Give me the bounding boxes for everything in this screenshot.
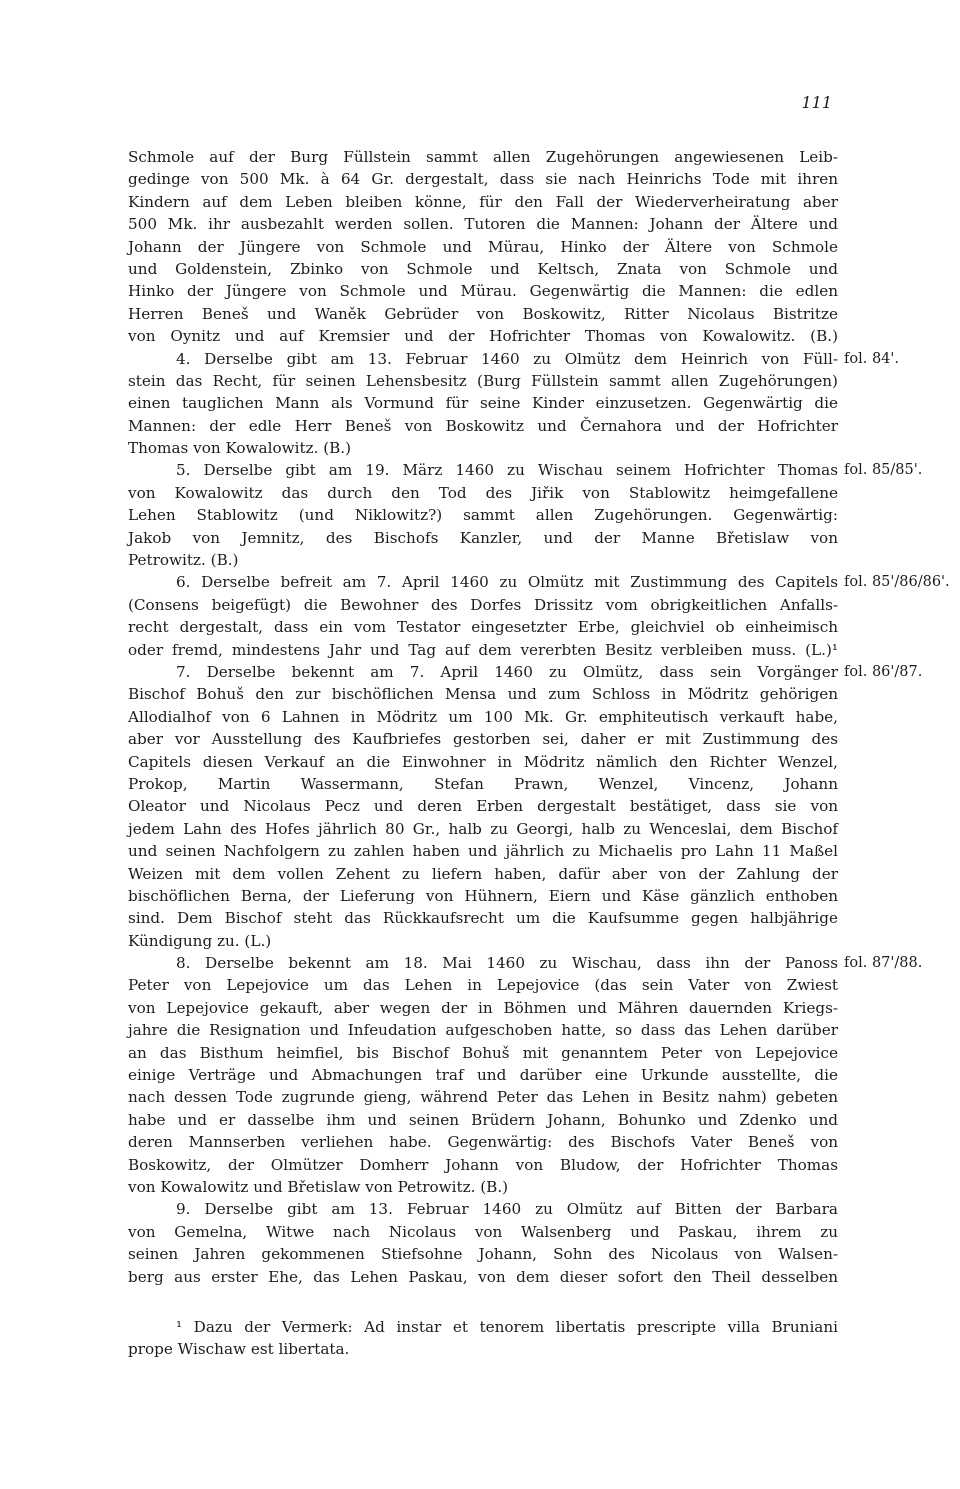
body-line	[128, 683, 838, 705]
body-line-text: berg aus erster Ehe, das Lehen Paskau, von dem dieser sofort den Theil desselben	[128, 1267, 838, 1286]
body-line-text: nach dessen Tode zugrunde gieng, während Peter das Lehen in Besitz nahm) gebeten	[128, 1088, 838, 1107]
body-line	[128, 504, 838, 526]
footnote-line-text: ¹ Dazu der Vermerk: Ad instar et tenorem libertatis prescripte villa Bruniani	[176, 1318, 838, 1336]
body-line	[128, 1042, 838, 1064]
footnote-line-text: prope Wischaw est libertata.	[128, 1340, 350, 1359]
body-line	[128, 952, 923, 974]
body-line	[128, 370, 838, 392]
body-line-text: Thomas von Kowalowitz. (B.)	[128, 439, 352, 458]
body-line-text: 8. Derselbe bekennt am 18. Mai 1460 zu Wischau, dass ihn der Panoss	[176, 954, 838, 973]
body-line	[128, 527, 838, 549]
margin-note: fol. 86'/87.	[844, 663, 923, 680]
body-line-text: Kindern auf dem Leben bleiben könne, für den Fall der Wiederverheiratung aber	[128, 192, 838, 211]
body-line	[128, 997, 838, 1019]
body-line	[128, 728, 838, 750]
body-line-text: 4. Derselbe gibt am 13. Februar 1460 zu Olmütz dem Heinrich von Füll-	[176, 349, 838, 368]
body-line	[128, 616, 838, 638]
body-line-text: einige Verträge und Abmachungen traf und darüber eine Urkunde ausstellte, die	[128, 1066, 838, 1085]
body-line-text: einen tauglichen Mann als Vormund für seine Kinder einzusetzen. Gegenwärtig die	[128, 394, 838, 413]
margin-note: fol. 85/85'.	[844, 462, 923, 479]
body-line	[128, 348, 899, 370]
footnote-line	[128, 1338, 838, 1360]
body-line	[128, 1109, 838, 1131]
body-text	[128, 146, 950, 1288]
body-line	[128, 280, 838, 302]
body-line	[128, 751, 838, 773]
body-line	[128, 661, 923, 683]
body-line-text: Lehen Stablowitz (und Niklowitz?) sammt allen Zugehörungen. Gegenwärtig:	[128, 506, 838, 525]
body-line	[128, 907, 838, 929]
body-line	[128, 773, 838, 795]
margin-note: fol. 84'.	[844, 350, 899, 367]
body-line	[128, 1198, 838, 1220]
body-line-text: Weizen mit dem vollen Zehent zu liefern haben, dafür aber von der Zahlung der	[128, 864, 838, 883]
body-line-text: von Oynitz und auf Kremsier und der Hofrichter Thomas von Kowalowitz. (B.)	[128, 327, 838, 346]
body-line	[128, 1243, 838, 1265]
body-line-text: Petrowitz. (B.)	[128, 551, 239, 570]
body-line-text: seinen Jahren gekommenen Stiefsohne Johann, Sohn des Nicolaus von Walsen-	[128, 1245, 838, 1264]
body-line-text: Kündigung zu. (L.)	[128, 931, 272, 950]
body-line	[128, 1131, 838, 1153]
body-line	[128, 706, 838, 728]
body-line	[128, 325, 838, 347]
body-line-text: 7. Derselbe bekennt am 7. April 1460 zu Olmütz, dass sein Vorgänger	[176, 662, 838, 681]
body-line-text: gedinge von 500 Mk. à 64 Gr. dergestalt, dass sie nach Heinrichs Tode mit ihren	[128, 170, 838, 189]
body-line	[128, 594, 838, 616]
body-line	[128, 795, 838, 817]
body-line-text: Peter von Lepejovice um das Lehen in Lepejovice (das sein Vater von Zwiest	[128, 976, 838, 995]
body-line-text: Oleator und Nicolaus Pecz und deren Erben dergestalt bestätiget, dass sie von	[128, 797, 838, 816]
body-line	[128, 1266, 838, 1288]
body-line	[128, 840, 838, 862]
body-line	[128, 213, 838, 235]
body-line-text: von Lepejovice gekauft, aber wegen der in Böhmen und Mähren dauernden Kriegs-	[128, 998, 838, 1017]
margin-note: fol. 87'/88.	[844, 955, 923, 972]
body-line	[128, 818, 838, 840]
body-line-text: deren Mannserben verliehen habe. Gegenwärtig: des Bischofs Vater Beneš von	[128, 1133, 838, 1152]
body-line	[128, 459, 923, 481]
body-line	[128, 191, 838, 213]
body-line-text: 5. Derselbe gibt am 19. März 1460 zu Wischau seinem Hofrichter Thomas	[176, 461, 838, 480]
body-line-text: an das Bisthum heimfiel, bis Bischof Bohuš mit genanntem Peter von Lepejovice	[128, 1043, 838, 1062]
body-line-text: Jakob von Jemnitz, des Bischofs Kanzler, und der Manne Břetislaw von	[128, 528, 838, 547]
body-line	[128, 1019, 838, 1041]
body-line-text: stein das Recht, für seinen Lehensbesitz (Burg Füllstein sammt allen Zugehörungen)	[128, 371, 838, 390]
body-line-text: Bischof Bohuš den zur bischöflichen Mensa und zum Schloss in Mödritz gehörigen	[128, 685, 838, 704]
body-line	[128, 1086, 838, 1108]
body-line	[128, 168, 838, 190]
margin-note: fol. 85'/86/86'.	[844, 574, 950, 591]
body-line-text: von Kowalowitz das durch den Tod des Jiřik von Stablowitz heimgefallene	[128, 483, 838, 502]
body-line	[128, 1064, 838, 1086]
body-line-text: bischöflichen Berna, der Lieferung von Hühnern, Eiern und Käse gänzlich enthoben	[128, 886, 838, 905]
body-line-text: (Consens beigefügt) die Bewohner des Dorfes Drissitz vom obrigkeitlichen Anfalls-	[128, 595, 838, 614]
body-line	[128, 146, 838, 168]
body-line-text: habe und er dasselbe ihm und seinen Brüdern Johann, Bohunko und Zdenko und	[128, 1110, 838, 1129]
body-line	[128, 639, 838, 661]
body-line-text: jedem Lahn des Hofes jährlich 80 Gr., halb zu Georgi, halb zu Wenceslai, dem Bischof	[128, 819, 838, 838]
body-line-text: Allodialhof von 6 Lahnen in Mödritz um 100 Mk. Gr. emphiteutisch verkauft habe,	[128, 707, 838, 726]
body-line	[128, 437, 838, 459]
body-line	[128, 392, 838, 414]
body-line-text: Johann der Jüngere von Schmole und Mürau, Hinko der Ältere von Schmole	[128, 237, 838, 256]
body-line-text: Herren Beneš und Waněk Gebrüder von Boskowitz, Ritter Nicolaus Bistritze	[128, 304, 838, 323]
body-line	[128, 571, 950, 593]
body-line	[128, 258, 838, 280]
body-line	[128, 863, 838, 885]
body-line-text: von Gemelna, Witwe nach Nicolaus von Walsenberg und Paskau, ihrem zu	[128, 1222, 838, 1241]
body-line	[128, 549, 838, 571]
body-line-text: Mannen: der edle Herr Beneš von Boskowitz und Černahora und der Hofrichter	[128, 416, 838, 435]
body-line-text: und seinen Nachfolgern zu zahlen haben und jährlich zu Michaelis pro Lahn 11 Maßel	[128, 842, 838, 861]
footnotes	[128, 1316, 838, 1361]
body-line	[128, 1221, 838, 1243]
body-line	[128, 885, 838, 907]
body-line	[128, 415, 838, 437]
body-line	[128, 1154, 838, 1176]
body-line-text: 6. Derselbe befreit am 7. April 1460 zu Olmütz mit Zustimmung des Capitels	[176, 573, 838, 592]
body-line	[128, 236, 838, 258]
body-line-text: sind. Dem Bischof steht das Rückkaufsrecht um die Kaufsumme gegen halbjährige	[128, 909, 838, 928]
body-line-text: jahre die Resignation und Infeudation aufgeschoben hatte, so dass das Lehen darüber	[128, 1021, 838, 1040]
body-line-text: oder fremd, mindestens Jahr und Tag auf dem vererbten Besitz verbleiben muss. (L.)¹	[128, 640, 838, 659]
body-line	[128, 930, 838, 952]
body-line-text: recht dergestalt, dass ein vom Testator eingesetzter Erbe, gleichviel ob einheimisch	[128, 618, 838, 637]
body-line-text: aber vor Ausstellung des Kaufbriefes gestorben sei, daher er mit Zustimmung des	[128, 730, 838, 749]
body-line-text: Prokop, Martin Wassermann, Stefan Prawn, Wenzel, Vincenz, Johann	[128, 774, 838, 793]
footnote-line	[128, 1316, 838, 1338]
body-line-text: Boskowitz, der Olmützer Domherr Johann von Bludow, der Hofrichter Thomas	[128, 1155, 838, 1174]
body-line	[128, 974, 838, 996]
body-line-text: von Kowalowitz und Břetislaw von Petrowitz. (B.)	[128, 1177, 509, 1196]
body-line-text: 500 Mk. ihr ausbezahlt werden sollen. Tutoren die Mannen: Johann der Ältere und	[128, 215, 838, 234]
body-line-text: Capitels diesen Verkauf an die Einwohner in Mödritz nämlich den Richter Wenzel,	[128, 752, 838, 771]
body-line	[128, 303, 838, 325]
body-line-text: Schmole auf der Burg Füllstein sammt allen Zugehörungen angewiesenen Leib-	[128, 148, 838, 166]
body-line	[128, 482, 838, 504]
body-line	[128, 1176, 838, 1198]
body-line-text: und Goldenstein, Zbinko von Schmole und Keltsch, Znata von Schmole und	[128, 259, 838, 278]
body-line-text: Hinko der Jüngere von Schmole und Mürau. Gegenwärtig die Mannen: die edlen	[128, 282, 838, 301]
page-number: 111	[801, 93, 832, 112]
body-line-text: 9. Derselbe gibt am 13. Februar 1460 zu Olmütz auf Bitten der Barbara	[176, 1200, 838, 1219]
